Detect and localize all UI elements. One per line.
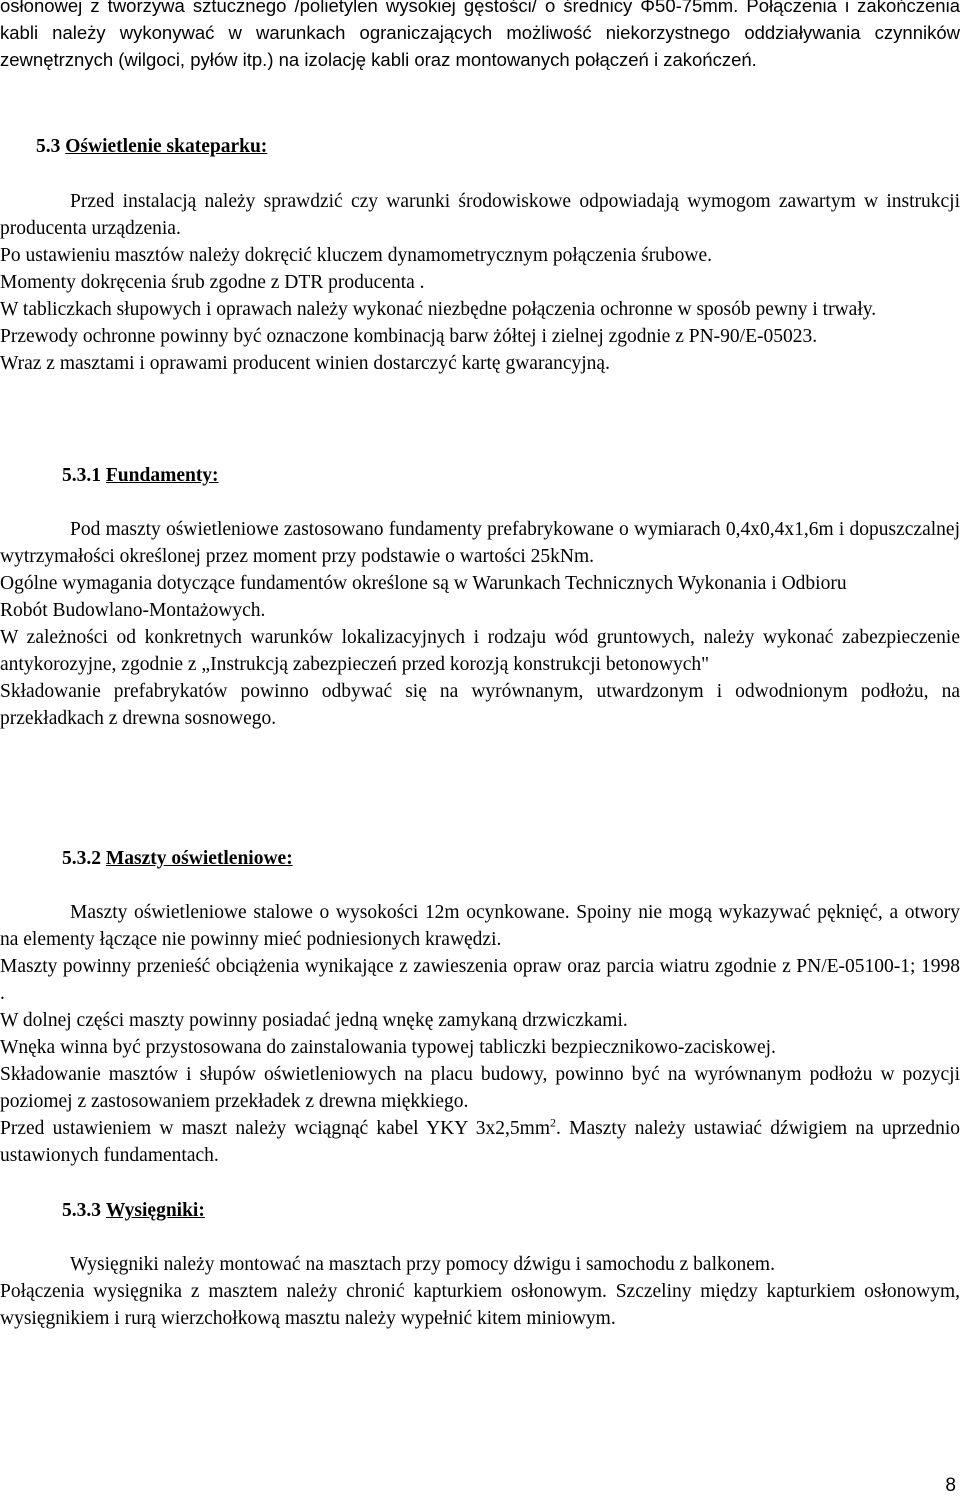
section-body-5-3-1 [0, 516, 960, 732]
paragraph: Maszty oświetleniowe stalowe o wysokości 12m ocynkowane. Spoiny nie mogą wykazywać pęknięć, a otwory na elementy łączące nie powinny mieć podniesionych krawędzi. [0, 902, 960, 950]
section-title: Maszty oświetleniowe: [105, 848, 293, 869]
paragraph: Połączenia wysięgnika z masztem należy chronić kapturkiem osłonowym. Szczeliny między kapturkiem osłonowym, wysięgnikiem i rurą wierzchołkową masztu należy wypełnić kitem miniowym. [0, 1281, 960, 1329]
paragraph: Przewody ochronne powinny być oznaczone kombinacją barw żółtej i zielnej zgodnie z PN-90/E-05023. [0, 326, 818, 347]
paragraph: Wnęka winna być przystosowana do zainstalowania typowej tabliczki bezpiecznikowo-zaciskowej. [0, 1037, 776, 1058]
text-run: . Maszty należy ustawiać dźwigiem na uprzednio ustawionych fundamentach. [0, 1118, 960, 1166]
page-number: 8 [945, 1475, 956, 1496]
paragraph: Maszty powinny przenieść obciążenia wynikające z zawieszenia opraw oraz parcia wiatru zgodnie z PN/E-05100-1; 1998 . [0, 956, 960, 1004]
section-number: 5.3.3 [62, 1200, 101, 1221]
paragraph: Składowanie prefabrykatów powinno odbywać się na wyrównanym, utwardzonym i odwodnionym podłożu, na przekładkach z drewna sosnowego. [0, 681, 960, 729]
section-heading-5-3-2 [62, 845, 293, 872]
paragraph: Wysięgniki należy montować na masztach przy pomocy dźwigu i samochodu z balkonem. [70, 1254, 775, 1275]
section-heading-5-3-1 [62, 462, 219, 489]
section-body-5-3-2 [0, 899, 960, 1169]
section-title: Oświetlenie skateparku: [65, 136, 268, 157]
cable-paragraph [0, 1115, 960, 1169]
paragraph: Pod maszty oświetleniowe zastosowano fundamenty prefabrykowane o wymiarach 0,4x0,4x1,6m i dopuszczalnej wytrzymałości określonej przez moment przy podstawie o wartości 25kNm. [0, 519, 960, 567]
paragraph: Po ustawieniu masztów należy dokręcić kluczem dynamometrycznym połączenia śrubowe. [0, 245, 713, 266]
section-body-5-3-3 [0, 1251, 960, 1332]
paragraph: Ogólne wymagania dotyczące fundamentów określone są w Warunkach Technicznych Wykonania i Odbioru [0, 573, 847, 594]
superscript: 2 [550, 1115, 557, 1130]
section-heading-5-3-3 [62, 1197, 205, 1224]
paragraph: W dolnej części maszty powinny posiadać jedną wnękę zamykaną drzwiczkami. [0, 1010, 628, 1031]
section-heading-5-3 [36, 133, 267, 160]
section-number: 5.3.1 [62, 465, 101, 486]
paragraph: Wraz z masztami i oprawami producent winien dostarczyć kartę gwarancyjną. [0, 353, 610, 374]
section-title: Fundamenty: [105, 465, 219, 486]
paragraph: Robót Budowlano-Montażowych. [0, 600, 266, 621]
paragraph: Przed instalacją należy sprawdzić czy warunki środowiskowe odpowiadają wymogom zawartym w instrukcji producenta urządzenia. [0, 191, 960, 239]
section-number: 5.3 [36, 136, 61, 157]
text-run: Przed ustawieniem w maszt należy wciągnąć kabel YKY 3x2,5mm [0, 1118, 551, 1139]
section-body-5-3 [0, 188, 960, 377]
intro-paragraph: osłonowej z tworzywa sztucznego /polietylen wysokiej gęstości/ o średnicy Φ50-75mm. Połączenia i zakończenia kabli należy wykonywać w warunkach ograniczających możliwość niekorzystnego oddziaływania czynników zewnętrznych (wilgoci, pyłów itp.) na izolację kabli oraz montowanych połączeń i zakończeń. [0, 0, 960, 70]
paragraph: Momenty dokręcenia śrub zgodne z DTR producenta . [0, 272, 425, 293]
section-title: Wysięgniki: [105, 1200, 205, 1221]
section-number: 5.3.2 [62, 848, 101, 869]
paragraph: W zależności od konkretnych warunków lokalizacyjnych i rodzaju wód gruntowych, należy wykonać zabezpieczenie antykorozyjne, zgodnie z „Instrukcją zabezpieczeń przed korozją konstrukcji betonowych" [0, 627, 960, 675]
paragraph: W tabliczkach słupowych i oprawach należy wykonać niezbędne połączenia ochronne w sposób pewny i trwały. [0, 299, 877, 320]
paragraph: Składowanie masztów i słupów oświetleniowych na placu budowy, powinno być na wyrównanym podłożu w pozycji poziomej z zastosowaniem przekładek z drewna miękkiego. [0, 1064, 960, 1112]
